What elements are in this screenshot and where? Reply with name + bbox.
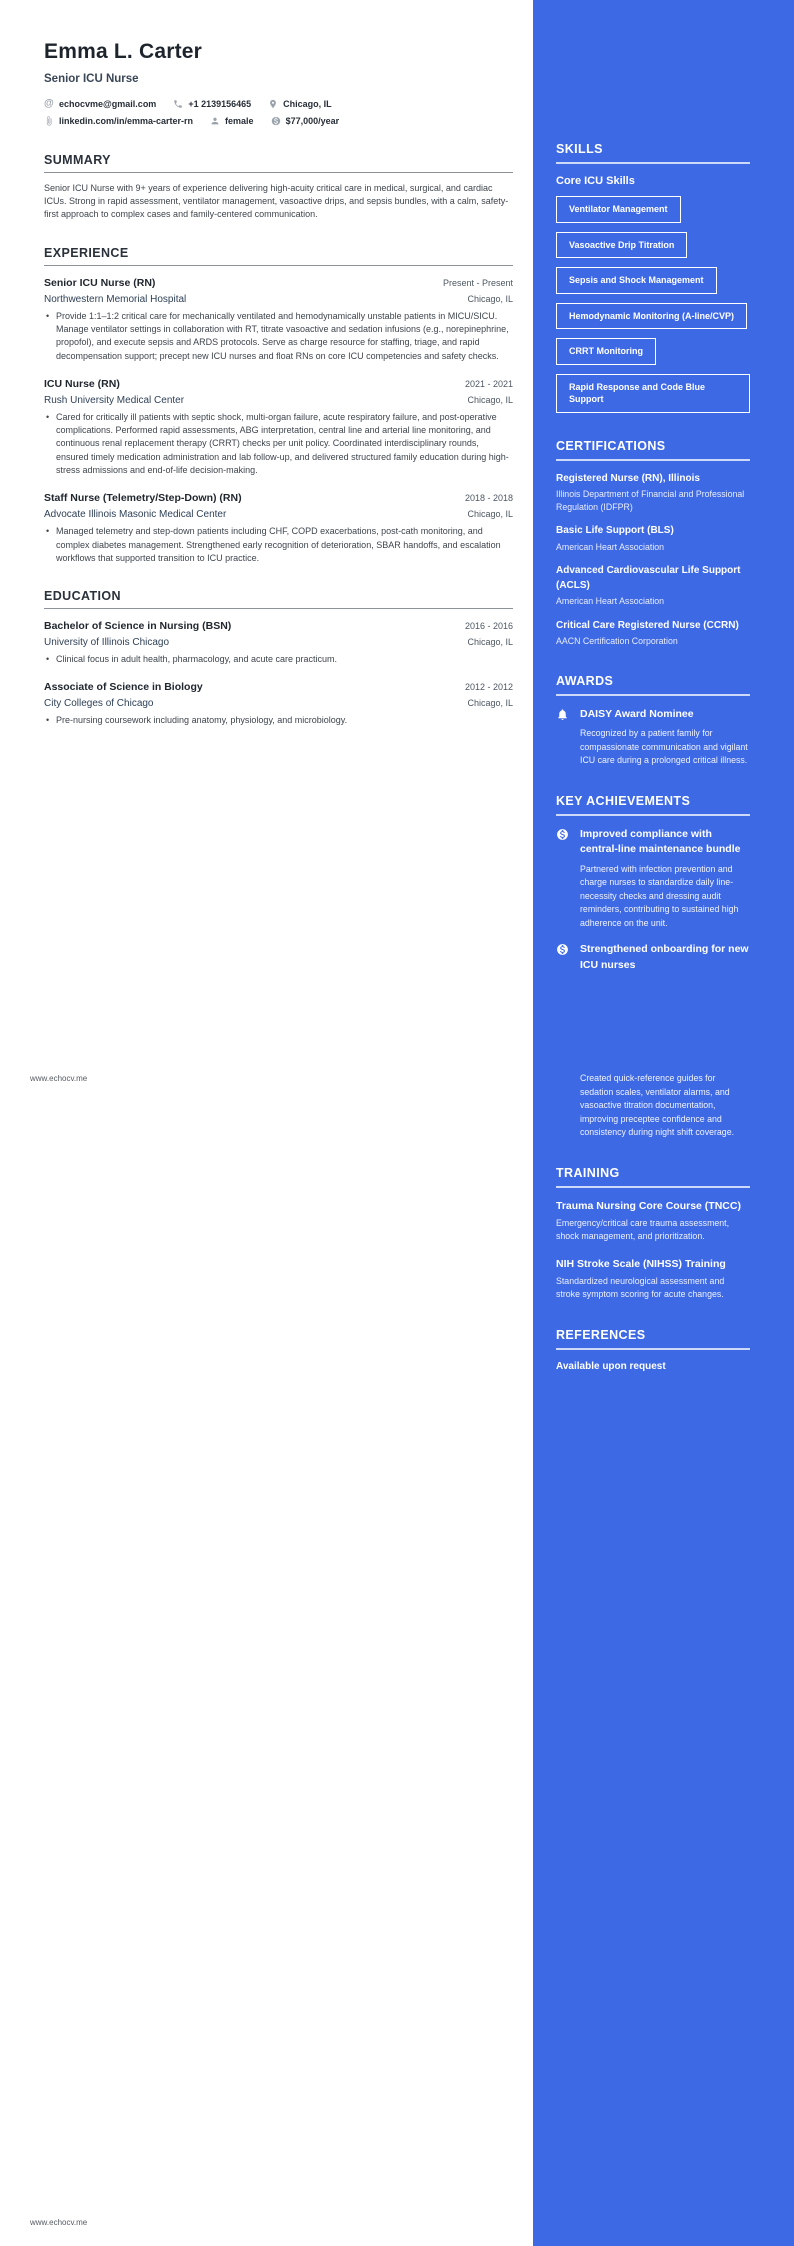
training-heading: TRAINING	[556, 1165, 620, 1180]
job-company: Northwestern Memorial Hospital	[44, 293, 187, 305]
contact-salary	[271, 116, 340, 126]
sidebar-divider	[556, 814, 750, 816]
experience-entry	[44, 377, 513, 477]
summary-text: Senior ICU Nurse with 9+ years of experience delivering high-acuity critical care in medical, surgical, and cardiac ICUs. Strong in rapid assessment, ventilator management, vasoactive drips, and sepsis bundles, with a calm, safety-first approach to complex cases and family-centered communication.	[44, 183, 509, 220]
contact-info	[44, 95, 513, 129]
award-description: Recognized by a patient family for compassionate communication and vigilant ICU care during a prolonged critical illness.	[580, 728, 748, 765]
contact-gender-label: female	[225, 115, 254, 126]
job-bullets	[44, 525, 513, 565]
job-bullets	[44, 411, 513, 477]
training-description: Standardized neurological assessment and stroke symptom scoring for acute changes.	[556, 1275, 725, 1299]
dollar-circle-icon	[556, 827, 570, 931]
experience-heading: EXPERIENCE	[44, 245, 129, 260]
section-divider	[44, 265, 513, 266]
experience-entry	[44, 491, 513, 565]
page1-footer-url[interactable]: www.echocv.me	[30, 1074, 88, 1083]
skill-tag: CRRT Monitoring	[556, 338, 656, 365]
contact-gender	[210, 116, 254, 126]
certification-name: Registered Nurse (RN), Illinois	[556, 472, 700, 484]
contact-phone	[173, 99, 251, 109]
certification-item	[556, 472, 750, 514]
sidebar-divider	[556, 694, 750, 696]
references-text: Available upon request	[556, 1360, 666, 1372]
section-divider	[44, 608, 513, 609]
training-item	[556, 1199, 750, 1244]
money-icon	[271, 116, 281, 126]
job-dates: 2021 - 2021	[464, 378, 513, 389]
job-location: Chicago, IL	[467, 509, 513, 520]
certifications-section	[556, 439, 750, 648]
job-location: Chicago, IL	[467, 394, 513, 405]
achievement-description: Created quick-reference guides for sedation scales, ventilator alarms, and vasoactive titration documentation, improving preceptee confidence and consistency during night shift coverage.	[580, 1073, 735, 1137]
achievement-title: Strengthened onboarding for new ICU nurses	[580, 943, 749, 971]
skill-tag: Ventilator Management	[556, 196, 681, 223]
experience-entry	[44, 276, 513, 363]
awards-section	[556, 674, 750, 768]
skill-tag: Rapid Response and Code Blue Support	[556, 374, 750, 413]
candidate-title: Senior ICU Nurse	[44, 73, 139, 85]
job-bullet: • Cared for critically ill patients with septic shock, multi-organ failure, acute respiratory failure, and post-operative complications. Performed rapid assessments, ABG interpretation, central line and arterial line monitoring, and continuous renal replacement therapy (CRRT) checks per unit policy. Coordinated interdisciplinary rounds, ensured timely medication administration and lab follow-up, and delivered structured family education during high-stress admissions and end-of-life decision-making.	[44, 411, 513, 477]
contact-linkedin-label: linkedin.com/in/emma-carter-rn	[59, 115, 194, 126]
skill-tag: Vasoactive Drip Titration	[556, 232, 687, 259]
certification-issuer: American Heart Association	[556, 541, 665, 552]
dollar-circle-icon	[556, 942, 570, 1140]
achievement-description: Partnered with infection prevention and charge nurses to standardize daily line-necessity checks and dressing audit reminders, contributing to sustained high adherence on the unit.	[580, 863, 739, 928]
job-company: Advocate Illinois Masonic Medical Center	[44, 509, 227, 521]
sidebar-divider	[556, 162, 750, 164]
training-description: Emergency/critical care trauma assessment, shock management, and prioritization.	[556, 1217, 730, 1241]
email-icon: @	[44, 97, 54, 109]
sidebar-column	[533, 0, 794, 2246]
skills-heading: SKILLS	[556, 142, 603, 156]
contact-email[interactable]	[44, 99, 156, 109]
contact-location	[268, 99, 332, 109]
link-icon	[44, 116, 54, 126]
certification-item	[556, 619, 750, 648]
skill-tag: Sepsis and Shock Management	[556, 267, 717, 294]
education-bullet: • Clinical focus in adult health, pharmacology, and acute care practicum.	[44, 653, 513, 666]
school-location: Chicago, IL	[467, 698, 513, 709]
references-heading: REFERENCES	[556, 1327, 646, 1342]
achievements-heading: KEY ACHIEVEMENTS	[556, 793, 691, 808]
job-bullets	[44, 310, 513, 363]
certification-name: Critical Care Registered Nurse (CCRN)	[556, 619, 739, 631]
location-icon	[268, 99, 278, 109]
certification-name: Advanced Cardiovascular Life Support (ACLS)	[556, 565, 741, 591]
certification-issuer: American Heart Association	[556, 596, 665, 606]
training-item	[556, 1257, 750, 1302]
certifications-heading: CERTIFICATIONS	[556, 438, 666, 453]
award-item	[556, 707, 750, 768]
awards-heading: AWARDS	[556, 673, 614, 688]
job-title: ICU Nurse (RN)	[44, 377, 120, 390]
education-heading: EDUCATION	[44, 589, 121, 604]
achievements-section	[556, 794, 750, 1140]
job-bullet: • Managed telemetry and step-down patients including CHF, COPD exacerbations, post-cath monitoring, and complex diabetes management. Strengthened early recognition of deterioration, SBAR handoffs, and escalation workflows that supported transition to ICU practice.	[44, 525, 513, 565]
sidebar-divider	[556, 1186, 750, 1188]
contact-phone-label: +1 2139156465	[188, 98, 252, 109]
job-company: Rush University Medical Center	[44, 394, 185, 406]
job-title: Senior ICU Nurse (RN)	[44, 276, 156, 289]
sidebar-divider	[556, 459, 750, 461]
experience-section	[44, 246, 513, 566]
phone-icon	[173, 99, 183, 109]
degree: Associate of Science in Biology	[44, 681, 203, 694]
contact-email-label: echocvme@gmail.com	[59, 98, 157, 109]
contact-salary-label: $77,000/year	[285, 115, 340, 126]
education-section	[44, 589, 513, 728]
page2-footer-url[interactable]: www.echocv.me	[30, 2218, 88, 2227]
school-name: City Colleges of Chicago	[44, 698, 154, 710]
education-dates: 2016 - 2016	[464, 621, 513, 632]
job-dates: 2018 - 2018	[464, 493, 513, 504]
school-location: Chicago, IL	[467, 637, 513, 648]
education-bullets	[44, 653, 513, 666]
school-name: University of Illinois Chicago	[44, 637, 170, 649]
contact-linkedin[interactable]	[44, 116, 193, 126]
certification-item	[556, 564, 750, 608]
contact-row	[44, 95, 513, 112]
job-bullet: • Provide 1:1–1:2 critical care for mechanically ventilated and hemodynamically unstable patients in MICU/SICU. Manage ventilator settings in collaboration with RT, titrate vasoactive and sedation infusions (e.g., norepinephrine, propofol), and execute sepsis and ARDS protocols. Serve as charge resource for staffing, triage, and rapid decompensation support; precept new ICU nurses and float RNs on core ICU competencies and safety checks.	[44, 310, 513, 363]
achievement-item	[556, 942, 750, 1140]
achievement-item	[556, 827, 750, 931]
education-entry	[44, 680, 513, 727]
certification-item	[556, 524, 750, 553]
summary-heading: SUMMARY	[44, 153, 111, 167]
education-bullet: • Pre-nursing coursework including anatomy, physiology, and microbiology.	[44, 714, 513, 727]
person-icon	[210, 116, 220, 126]
skills-section	[556, 142, 750, 413]
job-dates: Present - Present	[442, 277, 513, 288]
contact-location-label: Chicago, IL	[283, 98, 332, 109]
bell-icon	[556, 707, 570, 768]
summary-section	[44, 153, 513, 222]
education-dates: 2012 - 2012	[464, 682, 513, 693]
sidebar-divider	[556, 1348, 750, 1350]
certification-name: Basic Life Support (BLS)	[556, 525, 674, 536]
job-title: Staff Nurse (Telemetry/Step-Down) (RN)	[44, 492, 242, 505]
section-divider	[44, 172, 513, 173]
training-title: Trauma Nursing Core Course (TNCC)	[556, 1199, 741, 1212]
main-column	[44, 0, 513, 728]
certification-issuer: AACN Certification Corporation	[556, 636, 678, 646]
education-bullets	[44, 714, 513, 727]
job-location: Chicago, IL	[467, 293, 513, 304]
achievement-title: Improved compliance with central-line maintenance bundle	[580, 827, 741, 855]
training-section	[556, 1166, 750, 1302]
training-title: NIH Stroke Scale (NIHSS) Training	[556, 1257, 726, 1270]
references-section	[556, 1328, 750, 1372]
degree: Bachelor of Science in Nursing (BSN)	[44, 620, 232, 633]
skill-group-label: Core ICU Skills	[556, 175, 635, 187]
award-title: DAISY Award Nominee	[580, 707, 694, 720]
contact-row	[44, 112, 513, 129]
candidate-name: Emma L. Carter	[44, 40, 203, 63]
certification-issuer: Illinois Department of Financial and Professional Regulation (IDFPR)	[556, 489, 745, 512]
skill-tag: Hemodynamic Monitoring (A-line/CVP)	[556, 303, 747, 330]
education-entry	[44, 619, 513, 666]
